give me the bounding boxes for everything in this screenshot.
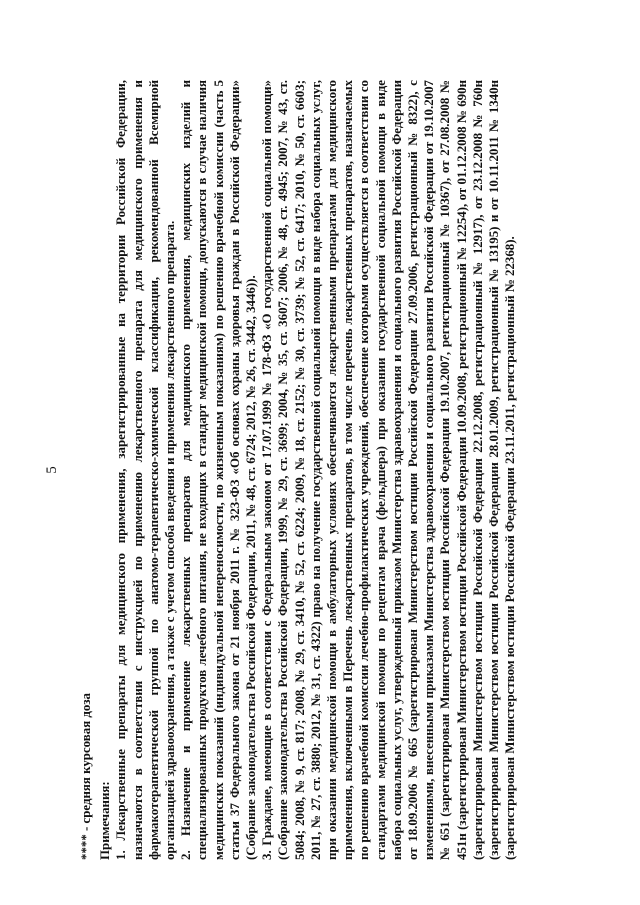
notes-heading: Примечания:	[98, 781, 113, 860]
page-body	[78, 80, 518, 860]
note-item-2: 2. Назначение и применение лекарственных препаратов для медицинского применения, медицинских изделий и специализированных продуктов лечебного питания, не входящих в стандарт медицинской помощи, допускаются в случае наличия медицинских показаний (индивидуальной непереносимости, по жизненным показаниям) по решению врачебной комиссии (часть 5 статьи 37 Федерального закона от 21 ноября 2011 г. № 323-ФЗ «Об основах охраны здоровья граждан в Российской Федерации» (Собрание законодательства Российской Федерации, 2011, № 48, ст. 6724; 2012, № 26, ст. 3442, 3446)).	[179, 80, 259, 860]
note-item-3: 3. Граждане, имеющие в соответствии с Федеральным законом от 17.07.1999 № 178-ФЗ «О государственной социальной помощи» (Собрание законодательства Российской Федерации, 1999, № 29, ст. 3699; 2004, № 35, ст. 3607; 2006, № 48, ст. 4945; 2007, № 43, ст. 5084; 2008, № 9, ст. 817; 2008, № 29, ст. 3410, № 52, ст. 6224; 2009, № 18, ст. 2152; № 30, ст. 3739; № 52, ст. 6417; 2010, № 50, ст. 6603; 2011, № 27, ст. 3880; 2012, № 31, ст. 4322) право на получение государственной социальной помощи в виде набора социальных услуг, при оказании медицинской помощи в амбулаторных условиях обеспечиваются лекарственными препаратами для медицинского применения, включенными в Перечень лекарственных препаратов, в том числе перечень лекарственных препаратов, назначаемых по решению врачебной комиссии лечебно-профилактических учреждений, обеспечение которыми осуществляется в соответствии со стандартами медицинской помощи по рецептам врача (фельдшера) при оказании государственной социальной помощи в виде набора социальных услуг, утвержденный приказом Министерства здравоохранения и социального развития Российской Федерации от 18.09.2006 № 665 (зарегистрирован Министерством юстиции Российской Федерации 27.09.2006, регистрационный № 8322), с изменениями, внесенными приказами Министерства здравоохранения и социального развития Российской Федерации от 19.10.2007 № 651 (зарегистрирован Министерством юстиции Российской Федерации 19.10.2007, регистрационный № 10367), от 27.08.2008 № 451н (зарегистрирован Министерством юстиции Российской Федерации 10.09.2008, регистрационный № 12254), от 01.12.2008 № 690н (зарегистрирован Министерством юстиции Российской Федерации 22.12.2008, регистрационный № 12917), от 23.12.2008 № 760н (зарегистрирован Министерством юстиции Российской Федерации 28.01.2009, регистрационный № 13195) и от 10.11.2011 № 1340н (зарегистрирован Министерством юстиции Российской Федерации 23.11.2011, регистрационный № 22368).	[260, 80, 518, 860]
note-item-1: 1. Лекарственные препараты для медицинского применения, зарегистрированные на территории Российской Федерации, назначаются в соответствии с инструкцией по применению лекарственного препарата для медицинского применения и фармакотерапевтической группой по анатомо-терапевтическо-химической классификации, рекомендованной Всемирной организацией здравоохранения, а также с учетом способа введения и применения лекарственного препарата.	[114, 80, 178, 860]
average-dose-footnote: **** - средняя курсовая доза	[79, 693, 93, 860]
page-number: 5	[44, 466, 60, 474]
rotated-page-content	[44, 60, 604, 860]
